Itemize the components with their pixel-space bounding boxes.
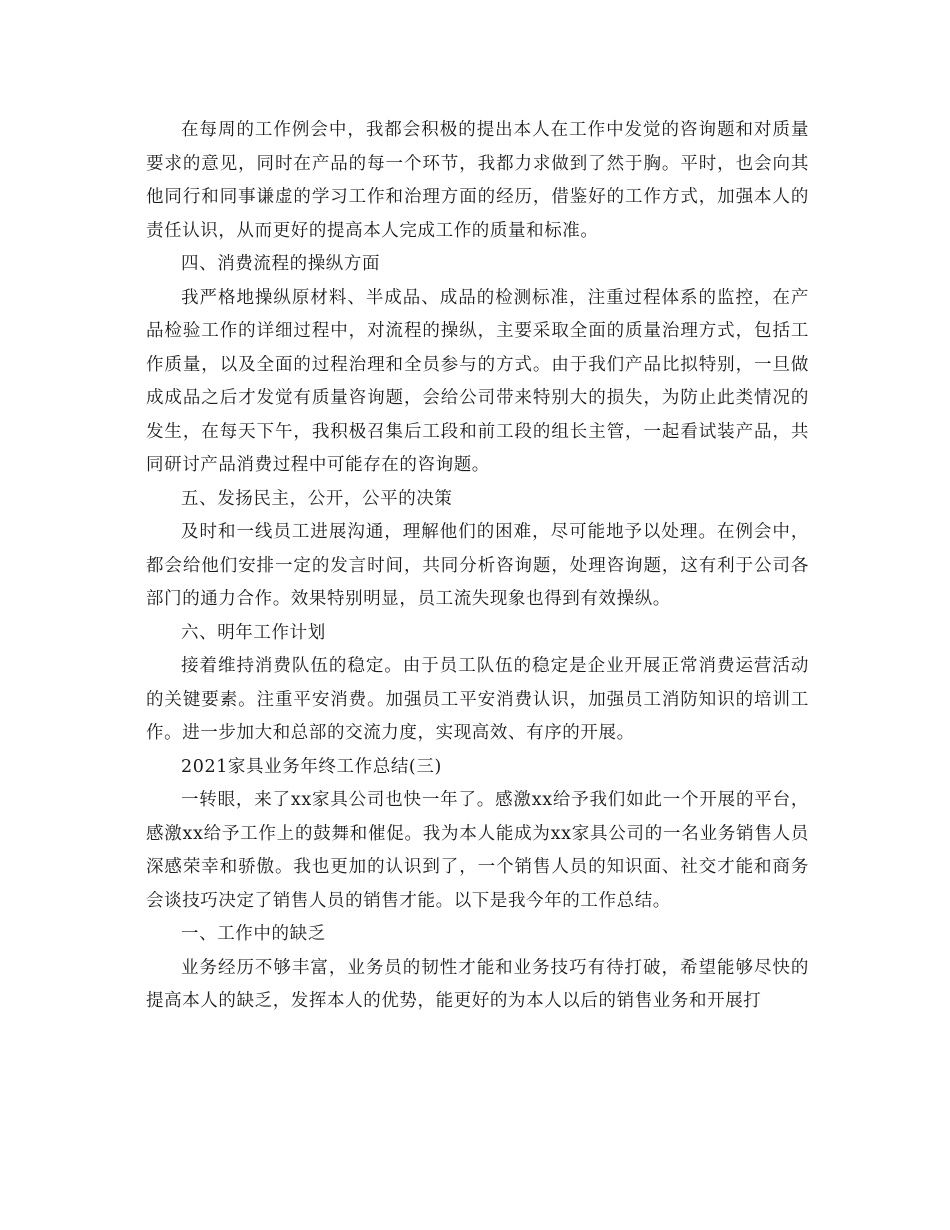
paragraph-next-year-plan: 接着维持消费队伍的稳定。由于员工队伍的稳定是企业开展正常消费运营活动的关键要素。注重平安消费。加强员工平安消费认识，加强员工消防知识的培训工作。进一步加大和总部的交流力度，实现高效、有序的开展。 xyxy=(146,656,809,743)
document-body xyxy=(146,114,809,1019)
section-title-summary-three: 2021家具业务年终工作总结(三) xyxy=(181,756,442,777)
paragraph-company-intro: 一转眼，来了xx家具公司也快一年了。感激xx给予我们如此一个开展的平台，感激xx给予工作上的鼓舞和催促。我为本人能成为xx家具公司的一名业务销售人员深感荣幸和骄傲。我也更加的认识到了，一个销售人员的知识面、社交才能和商务会谈技巧决定了销售人员的销售才能。以下是我今年的工作总结。 xyxy=(146,790,809,911)
paragraph-quality-meeting: 在每周的工作例会中，我都会积极的提出本人在工作中发觉的咨询题和对质量要求的意见，同时在产品的每一个环节，我都力求做到了然于胸。平时，也会向其他同行和同事谦虚的学习工作和治理方面的经历，借鉴好的工作方式，加强本人的责任认识，从而更好的提高本人完成工作的质量和标准。 xyxy=(146,120,809,241)
paragraph-process-control: 我严格地操纵原材料、半成品、成品的检测标准，注重过程体系的监控，在产品检验工作的详细过程中，对流程的操纵，主要采取全面的质量治理方式，包括工作质量，以及全面的过程治理和全员参与的方式。由于我们产品比拟特别，一旦做成成品之后才发觉有质量咨询题，会给公司带来特别大的损失，为防止此类情况的发生，在每天下午，我积极召集后工段和前工段的组长主管，一起看试装产品，共同研讨产品消费过程中可能存在的咨询题。 xyxy=(146,287,809,475)
heading-democratic-decision: 五、发扬民主，公开，公平的决策 xyxy=(181,488,453,509)
paragraph-shortcomings: 业务经历不够丰富，业务员的韧性才能和业务技巧有待打破，希望能够尽快的提高本人的缺乏，发挥本人的优势，能更好的为本人以后的销售业务和开展打 xyxy=(146,957,809,1011)
heading-next-year-plan: 六、明年工作计划 xyxy=(181,622,326,643)
heading-process-control: 四、消费流程的操纵方面 xyxy=(181,254,381,274)
paragraph-communication: 及时和一线员工进展沟通，理解他们的困难，尽可能地予以处理。在例会中，都会给他们安排一定的发言时间，共同分析咨询题，处理咨询题，这有利于公司各部门的通力合作。效果特别明显，员工流失现象也得到有效操纵。 xyxy=(146,522,809,609)
heading-shortcomings: 一、工作中的缺乏 xyxy=(181,924,326,944)
